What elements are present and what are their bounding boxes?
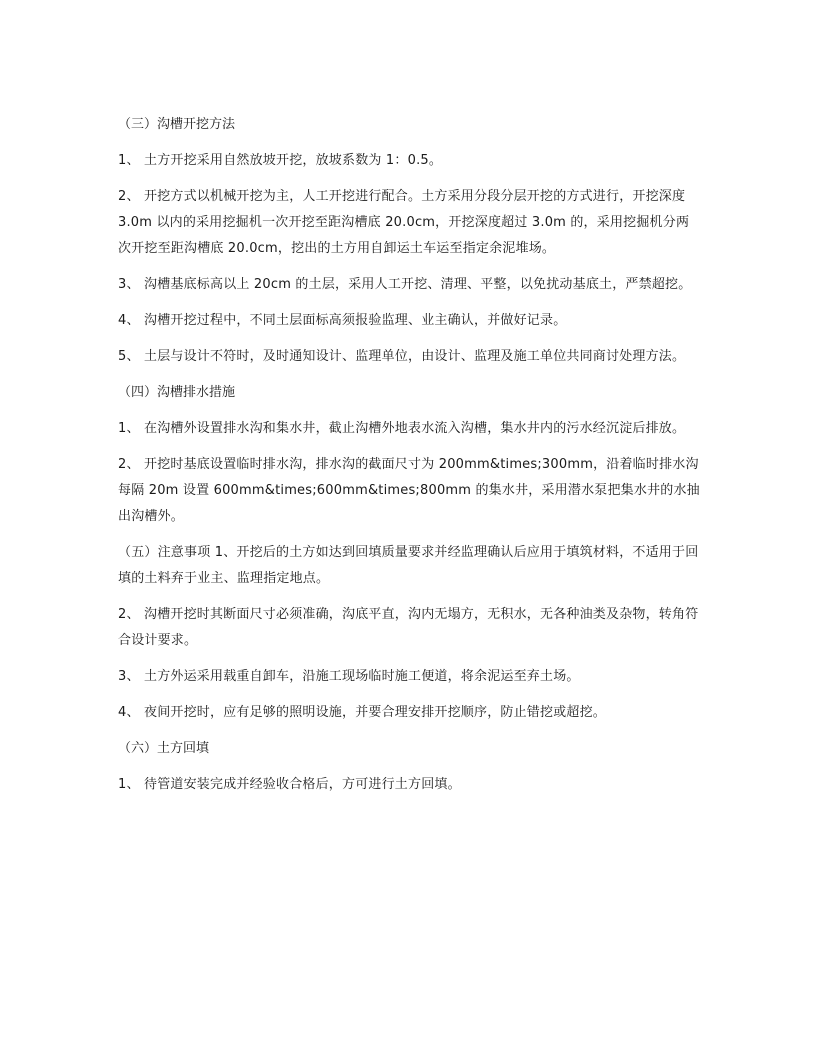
paragraph: 2、 开挖时基底设置临时排水沟，排水沟的截面尺寸为 200mm&times;300mm，沿着临时排水沟每隔 20m 设置 600mm&times;600mm&times;800mm 的集水井，采用潜水泵把集水井的水抽出沟槽外。 [118,457,700,524]
section-heading-4: （四）沟槽排水措施 [118,385,236,400]
section-heading-3: （三）沟槽开挖方法 [118,117,236,132]
section-heading-6: （六）土方回填 [118,741,210,756]
paragraph: 2、 沟槽开挖时其断面尺寸必须准确，沟底平直，沟内无塌方，无积水，无各种油类及杂物，转角符合设计要求。 [118,607,699,648]
paragraph: 1、 在沟槽外设置排水沟和集水井，截止沟槽外地表水流入沟槽，集水井内的污水经沉淀后排放。 [118,421,686,436]
paragraph: 2、 开挖方式以机械开挖为主，人工开挖进行配合。土方采用分段分层开挖的方式进行，开挖深度 3.0m 以内的采用挖掘机一次开挖至距沟槽底 20.0cm，开挖深度超过 3.0m 的，采用挖掘机分两次开挖至距沟槽底 20.0cm，挖出的土方用自卸运土车运至指定余泥堆场。 [118,189,690,256]
paragraph: 4、 夜间开挖时，应有足够的照明设施，并要合理安排开挖顺序，防止错挖或超挖。 [118,705,607,720]
paragraph: 3、 土方外运采用载重自卸车，沿施工现场临时施工便道，将余泥运至弃土场。 [118,669,580,684]
paragraph: 5、 土层与设计不符时，及时通知设计、监理单位，由设计、监理及施工单位共同商讨处理方法。 [118,349,686,364]
paragraph: （五）注意事项 1、开挖后的土方如达到回填质量要求并经监理确认后应用于填筑材料，不适用于回填的土料弃于业主、监理指定地点。 [118,545,699,586]
paragraph: 4、 沟槽开挖过程中，不同土层面标高须报验监理、业主确认，并做好记录。 [118,313,567,328]
document-body [118,112,700,808]
paragraph: 1、 土方开挖采用自然放坡开挖，放坡系数为 1：0.5。 [118,153,443,168]
paragraph: 3、 沟槽基底标高以上 20cm 的土层，采用人工开挖、清理、平整，以免扰动基底土，严禁超挖。 [118,277,692,292]
paragraph: 1、 待管道安装完成并经验收合格后，方可进行土方回填。 [118,777,461,792]
